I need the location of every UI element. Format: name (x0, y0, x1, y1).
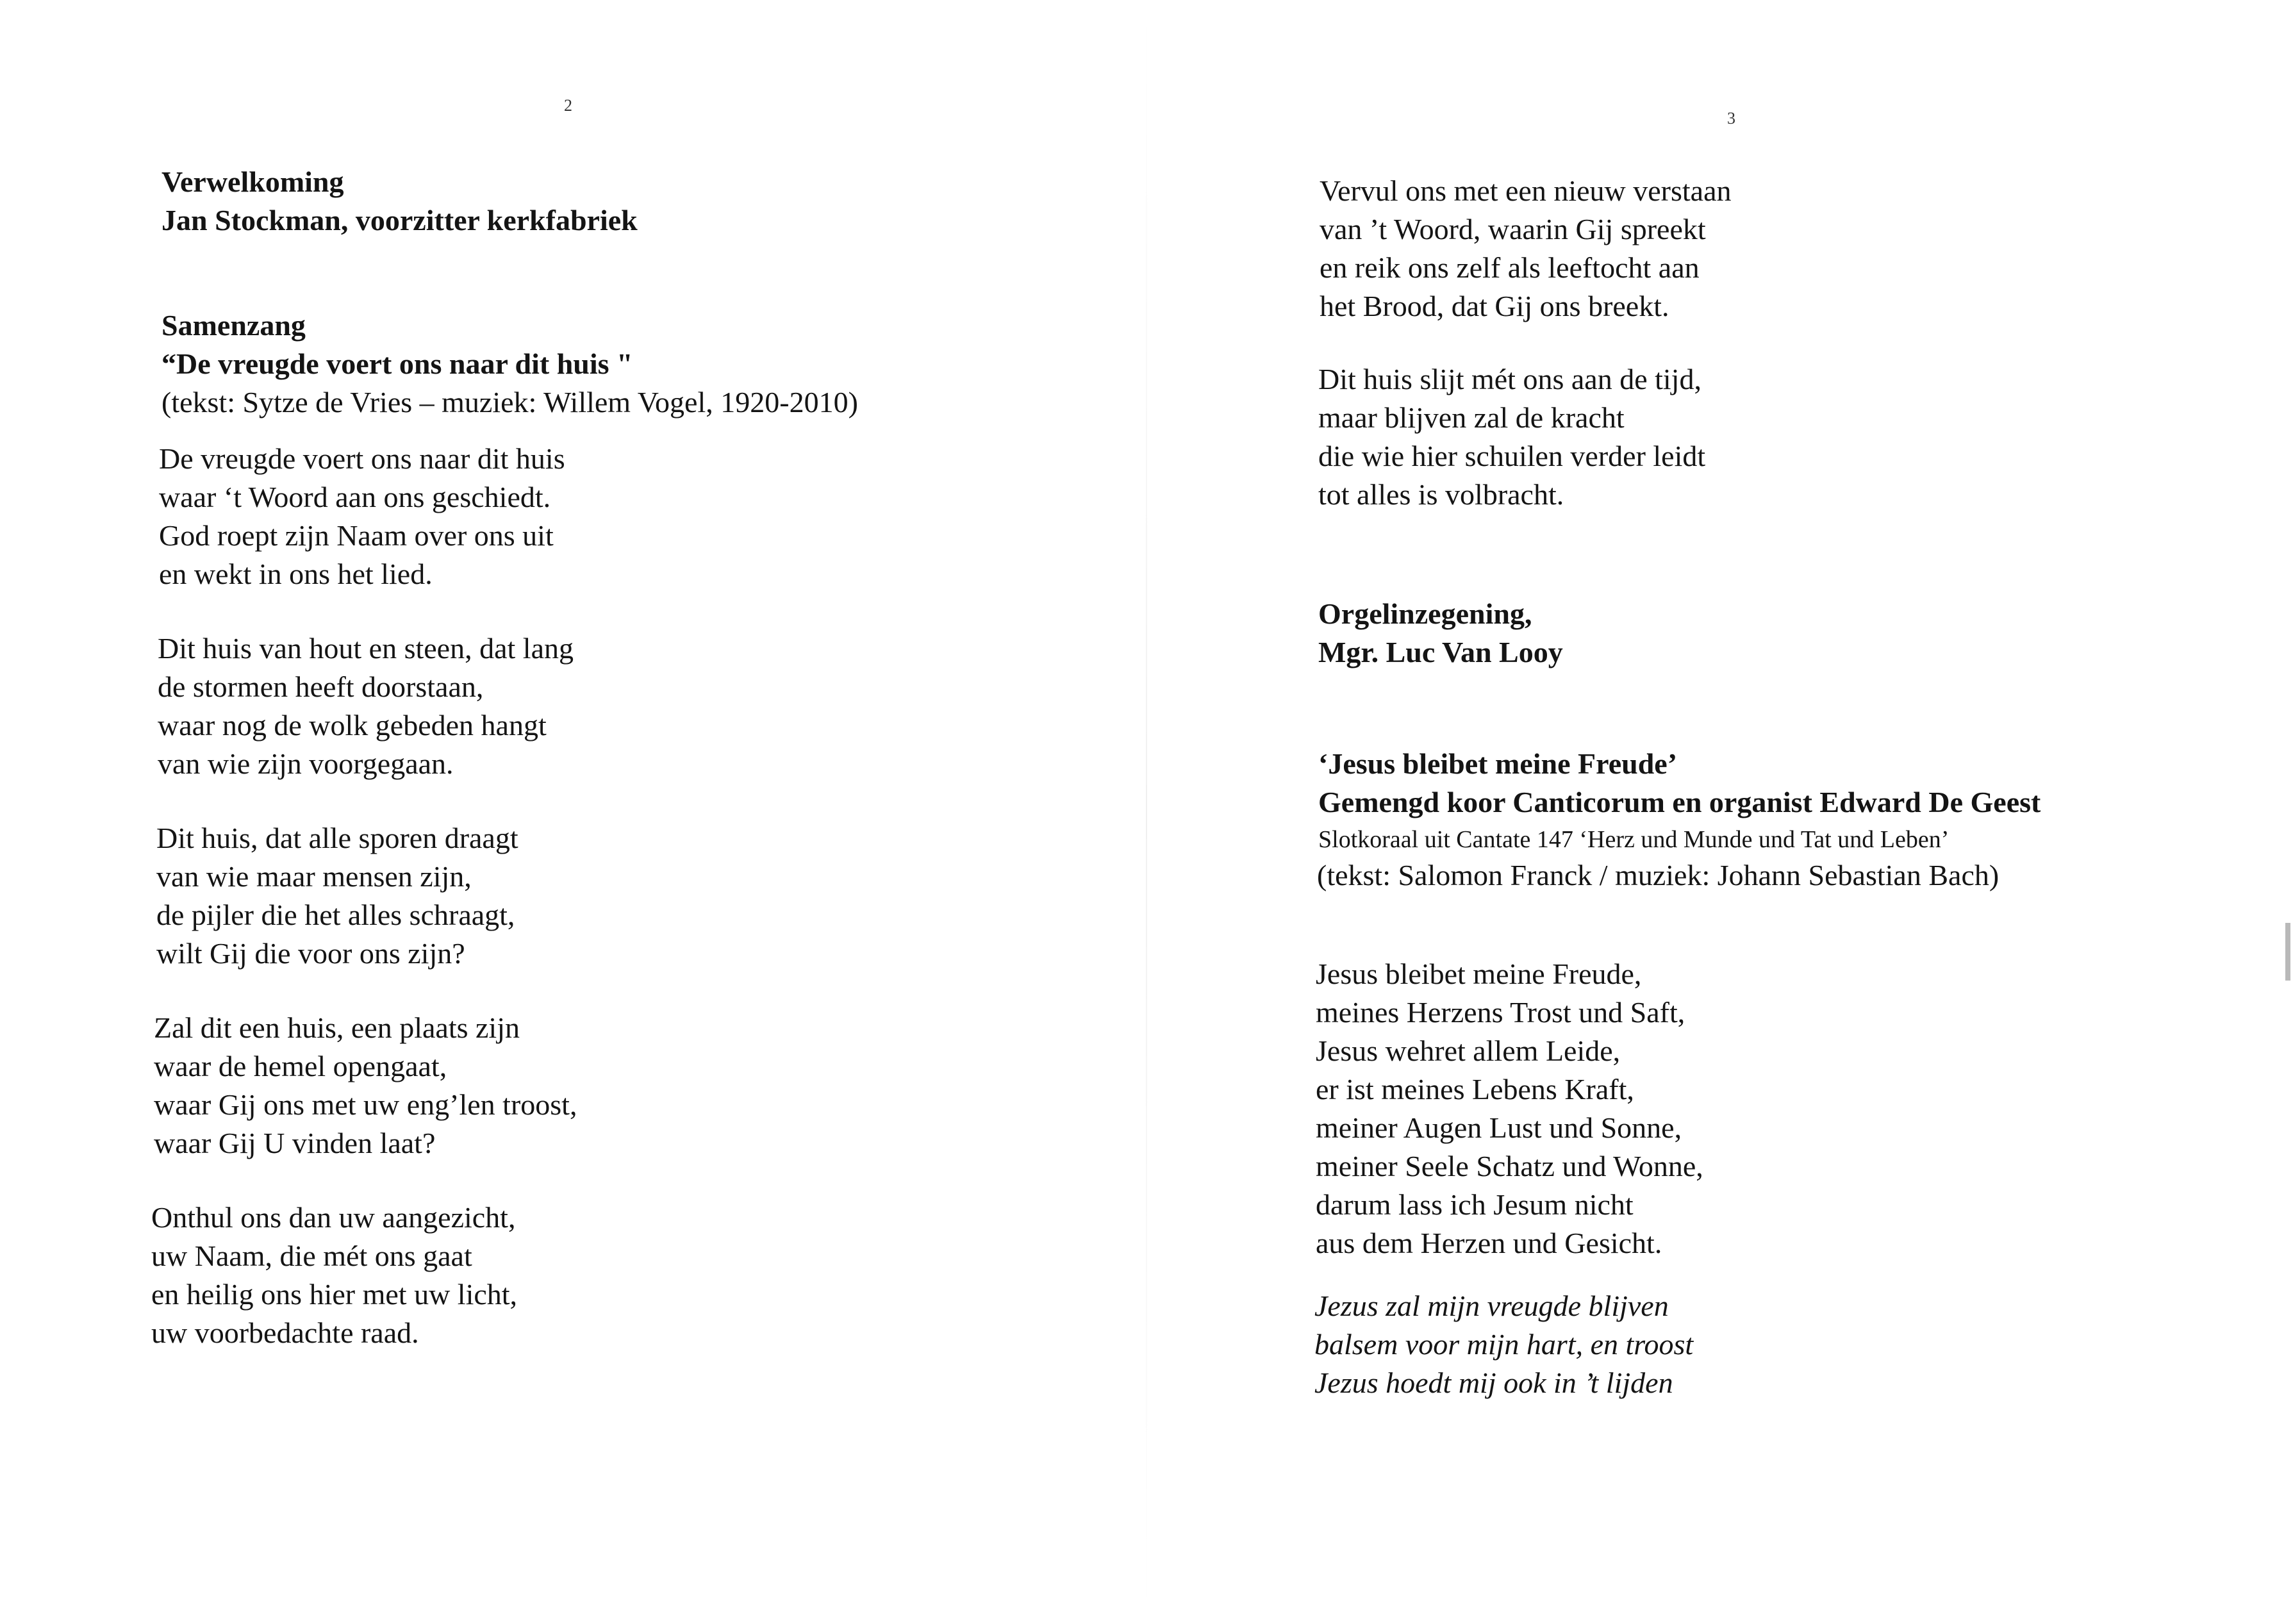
welcome-title: Verwelkoming (161, 165, 344, 198)
song-title: “De vreugde voert ons naar dit huis " (161, 347, 633, 380)
orgel-title: Orgelinzegening, (1318, 597, 1532, 630)
welcome-speaker: Jan Stockman, voorzitter kerkfabriek (161, 204, 638, 236)
orgel-heading (1318, 595, 1563, 672)
orgel-speaker: Mgr. Luc Van Looy (1318, 636, 1563, 668)
welcome-heading (161, 163, 638, 240)
jesus-subtitle: Slotkoraal uit Cantate 147 ‘Herz und Munde und Tat und Leben’ (1318, 826, 1949, 853)
stanza-4: Zal dit een huis, een plaats zijn waar de hemel opengaat, waar Gij ons met uw eng’len troost, waar Gij U vinden laat? (154, 1011, 577, 1159)
dutch-translation: Jezus zal mijn vreugde blijven balsem voor mijn hart, en troost Jezus hoedt mij ook in ’t lijden (1314, 1289, 1694, 1399)
samenzang-heading (161, 306, 633, 383)
jesus-title: ‘Jesus bleibet meine Freude’ (1318, 747, 1678, 780)
jesus-credit: (tekst: Salomon Franck / muziek: Johann Sebastian Bach) (1317, 859, 1999, 891)
page-number: 2 (564, 96, 572, 115)
stanza-6: Vervul ons met een nieuw verstaan van ’t Woord, waarin Gij spreekt en reik ons zelf als leeftocht aan het Brood, dat Gij ons breekt. (1320, 174, 1732, 322)
jesus-performers: Gemengd koor Canticorum en organist Edward De Geest (1318, 786, 2041, 818)
left-page (0, 0, 1146, 1624)
german-text: Jesus bleibet meine Freude, meines Herzens Trost und Saft, Jesus wehret allem Leide, er ist meines Lebens Kraft, meiner Augen Lust und Sonne, meiner Seele Schatz und Wonne, darum lass ich Jesum nicht aus dem Herzen und Gesicht. (1316, 957, 1703, 1259)
samenzang-title: Samenzang (161, 309, 306, 342)
page-number: 3 (1727, 109, 1735, 128)
stanza-2: Dit huis van hout en steen, dat lang de stormen heeft doorstaan, waar nog de wolk gebeden hangt van wie zijn voorgegaan. (158, 632, 574, 780)
right-page (1146, 0, 2293, 1624)
stanza-3: Dit huis, dat alle sporen draagt van wie maar mensen zijn, de pijler die het alles schraagt, wilt Gij die voor ons zijn? (156, 822, 518, 970)
stanza-1: De vreugde voert ons naar dit huis waar ‘t Woord aan ons geschiedt. God roept zijn Naam over ons uit en wekt in ons het lied. (159, 442, 565, 590)
song-credit: (tekst: Sytze de Vries – muziek: Willem Vogel, 1920-2010) (161, 386, 858, 418)
stanza-7: Dit huis slijt mét ons aan de tijd, maar blijven zal de kracht die wie hier schuilen verder leidt tot alles is volbracht. (1318, 363, 1706, 511)
jesus-heading (1318, 745, 2041, 822)
stanza-5: Onthul ons dan uw aangezicht, uw Naam, die mét ons gaat en heilig ons hier met uw licht, uw voorbedachte raad. (151, 1201, 518, 1349)
